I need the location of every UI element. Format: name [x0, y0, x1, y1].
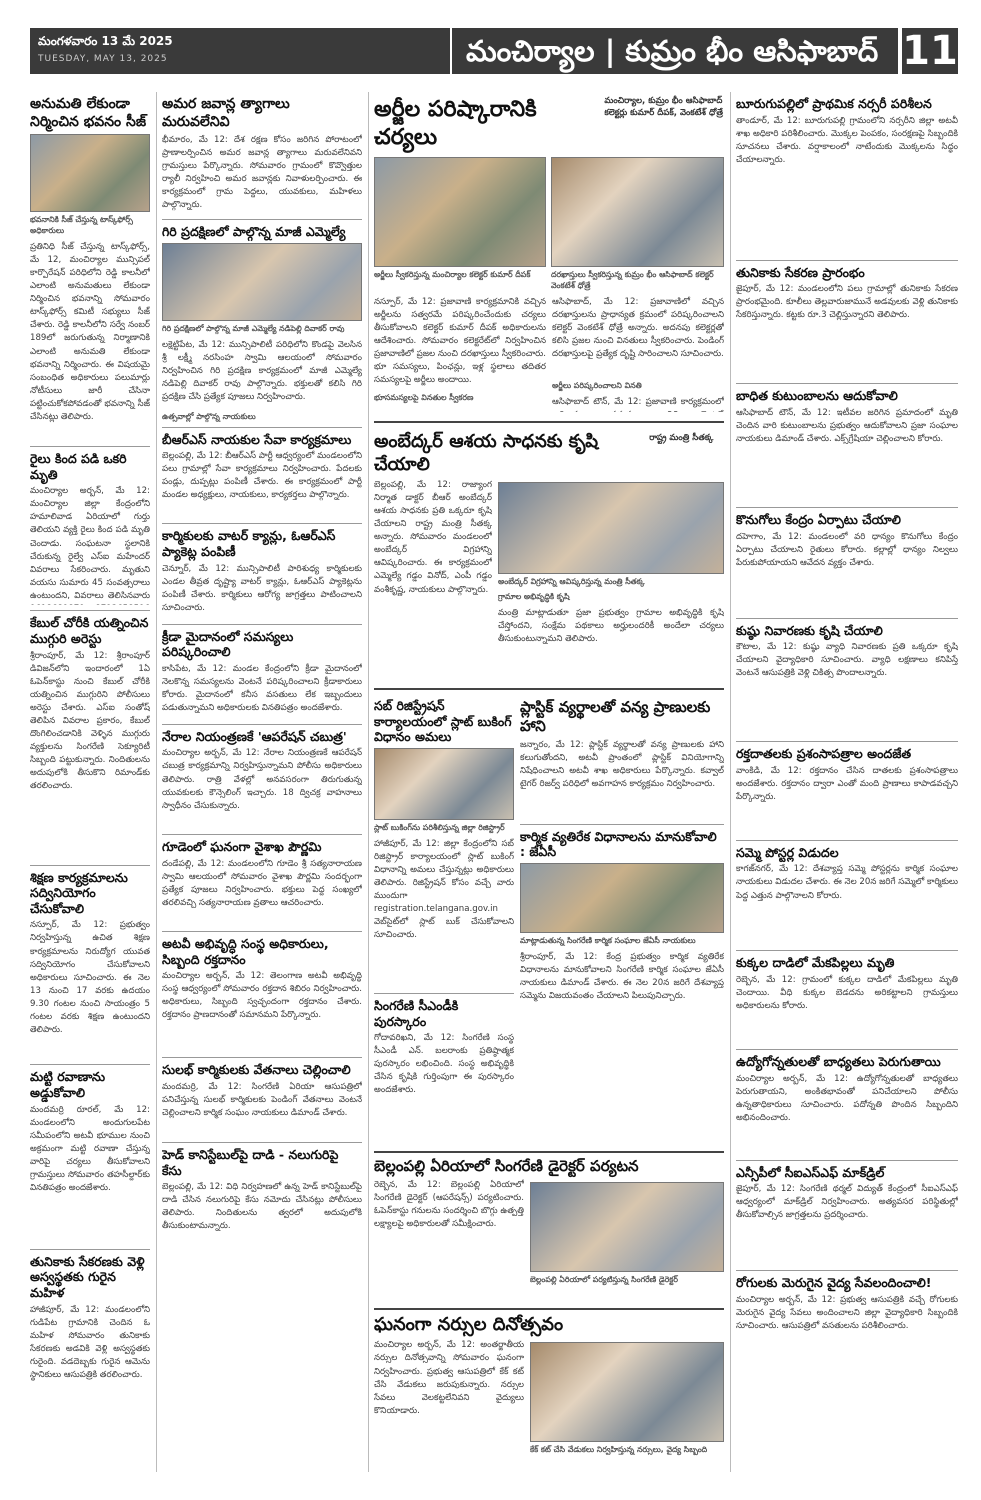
news-photo [520, 863, 724, 933]
article-body: జైపూర్, మే 12: సింగరేణి థర్మల్ విద్యుత్ కేంద్రంలో సీఐఎస్ఎఫ్ ఆధ్వర్యంలో మాక్‌డ్రిల్ నిర్వహించారు. అత్యవసర పరిస్థితుల్లో తీసుకోవాల్సిన జాగ్రత్తలను ప్రదర్శించారు. [736, 1184, 958, 1221]
photo-caption: అర్జీలు స్వీకరిస్తున్న మంచిర్యాల కలెక్టర్ కుమార్ దీపక్ [374, 270, 531, 279]
page-title: మంచిర్యాల | కుమ్రం భీం ఆసిఫాబాద్ [452, 28, 898, 74]
news-photo [551, 157, 724, 267]
headline: కార్మిక వ్యతిరేక విధానాలను మానుకోవాలి : జేఏసీ [520, 828, 717, 860]
article-body: కాగజ్‌నగర్, మే 12: దేశవ్యాప్త సమ్మె పోస్టర్లను కార్మిక సంఘాల నాయకులు విడుదల చేశారు. ఈ నెల 20న జరిగే సమ్మెలో కార్మికులు పెద్ద ఎత్తున పాల్గొనాలని కోరారు. [736, 864, 958, 901]
photo-caption: మాట్లాడుతున్న సింగరేణి కార్మిక సంఘాల జేఏసీ నాయకులు [520, 935, 696, 945]
byline-tag: రాష్ట్ర మంత్రి సీతక్క [649, 433, 714, 443]
article-body: కాసిపేట, మే 12: మండల కేంద్రంలోని క్రీడా మైదానంలో నెలకొన్న సమస్యలను వెంటనే పరిష్కరించాలని క్రీడాకారులు కోరారు. మైదానంలో కనీస వసతులు లేక ఇబ్బందులు పడుతున్నామని అధికారులకు వినతిపత్రం అందజేశారు. [162, 663, 362, 713]
headline: సులభ్ కార్మికులకు వేతనాలు చెల్లించాలి [162, 1062, 351, 1078]
article-body: కౌటాల, మే 12: కుష్ఠు వ్యాధి నివారణకు ప్రతి ఒక్కరూ కృషి చేయాలని వైద్యాధికారి సూచించారు. వ్యాధి లక్షణాలు కనిపిస్తే వెంటనే ఆసుపత్రికి వెళ్లి చికిత్స పొందాలన్నారు. [736, 642, 958, 679]
photo-caption: గిరి ప్రదక్షిణలో పాల్గొన్న మాజీ ఎమ్మెల్యే నడిపెల్లి దివాకర్ రావు [162, 323, 345, 333]
headline: శిక్షణ కార్యక్రమాలను సద్వినియోగం చేసుకోవాలి [30, 869, 128, 916]
headline: గిరి ప్రదక్షిణలో పాల్గొన్న మాజీ ఎమ్మెల్యే [162, 224, 346, 239]
article-body: రెబ్బెన, మే 12: బెల్లంపల్లి ఏరియాలో సింగరేణి డైరెక్టర్ (ఆపరేషన్స్) పర్యటించారు. ఓపెన్‌కాస్టు గనులను సందర్శించి బొగ్గు ఉత్పత్తి లక్ష్యాలపై అధికారులతో సమీక్షించారు. [374, 1179, 524, 1230]
article-body: మంచిర్యాల అర్బన్, మే 12: మంచిర్యాల జిల్లా కేంద్రంలోని హమాలివాడ ఏరియాలో గుర్తు తెలియని వ్యక్తి రైలు కింద పడి మృతి చెందాడు. సంఘటనా స్థలానికి చేరుకున్న రైల్వే ఎస్ఐ మహేందర్ వివరాలు సేకరించారు. మృతుని వయసు సుమారు 45 సంవత్సరాలు ఉంటుందని, వివరాలు తెలిసినవారు [30, 486, 150, 601]
headline: ఘనంగా నర్సుల దినోత్సవం [374, 1313, 564, 1335]
column-2 [162, 92, 362, 1472]
article-body: బెల్లంపల్లి, మే 12: విధి నిర్వహణలో ఉన్న హెడ్ కానిస్టేబుల్‌పై దాడి చేసిన నలుగురిపై కేసు నమోదు చేసినట్లు పోలీసులు తెలిపారు. నిందితులను త్వరలో అదుపులోకి తీసుకుంటామన్నారు. [162, 1182, 362, 1232]
article-body: తాండూర్, మే 12: బూరుగుపల్లి గ్రామంలోని నర్సరీని జిల్లా అటవీ శాఖ అధికారి పరిశీలించారు. మొక్కల పెంపకం, సంరక్షణపై సిబ్బందికి సూచనలు చేశారు. వర్షాకాలంలో నాటేందుకు మొక్కలను సిద్ధం చేయాలన్నారు. [736, 115, 958, 165]
article-body: నస్పూర్, మే 12: ప్రభుత్వం నిర్వహిస్తున్న ఉచిత శిక్షణ కార్యక్రమాలను నిరుద్యోగ యువత సద్వినియోగం చేసుకోవాలని అధికారులు సూచించారు. ఈ నెల 13 నుంచి 17 వరకు ఉదయం 9.30 గంటల నుంచి సాయంత్రం 5 గంటల వరకు శిక్షణ ఉంటుందని తెలిపారు. [30, 920, 150, 1035]
photo-caption: భవనానికి సీజ్ చేస్తున్న టాస్క్‌ఫోర్స్ అధికారులు [30, 215, 133, 235]
news-photo [530, 1182, 724, 1272]
headline: క్రీడా మైదానంలో సమస్యలు పరిష్కరించాలి [162, 628, 294, 660]
lead-headline: అర్జీల పరిష్కారానికి చర్యలు [374, 97, 537, 150]
headline: బెల్లంపల్లి ఏరియాలో సింగరేణి డైరెక్టర్ పర్యటన [374, 1157, 639, 1176]
article-body: ఆసిఫాబాద్ టౌన్, మే 12: ప్రజావాణి కార్యక్రమంలో [552, 397, 724, 407]
news-photo [498, 482, 724, 574]
photo-caption: బెల్లంపల్లి ఏరియాలో పర్యటిస్తున్న సింగరేణి డైరెక్టర్ [530, 1274, 679, 1284]
article-body: మందమర్రి రూరల్, మే 12: మండలంలోని అందుగులపేట సమీపంలోని అటవీ భూముల నుంచి అక్రమంగా మట్టి రవాణా చేస్తున్న వారిపై చర్యలు తీసుకోవాలని గ్రామస్తులు సోమవారం తహసీల్దార్‌కు వినతిపత్రం అందజేశారు. [30, 1104, 150, 1193]
headline: సమ్మె పోస్టర్ల విడుదల [736, 844, 839, 860]
headline: హెడ్ కానిస్టేబుల్‌పై దాడి - నలుగురిపై కేసు [162, 1146, 339, 1178]
headline: రక్తదాతలకు ప్రశంసాపత్రాల అందజేత [736, 746, 912, 762]
headline: కుక్కల దాడిలో మేకపిల్లలు మృతి [736, 955, 895, 971]
article-body: జన్నారం, మే 12: ప్లాస్టిక్ వ్యర్థాలతో వన్య ప్రాణులకు హాని కలుగుతోందని, అటవీ ప్రాంతంలో ప్లాస్టిక్ వినియోగాన్ని నిషేధించాలని అటవీ శాఖ అధికారులు పేర్కొన్నారు. కవ్వాల్ టైగర్ రిజర్వ్ పరిధిలో అవగాహన కార్యక్రమం నిర్వహించారు. [520, 739, 724, 789]
article-body: మంచిర్యాల అర్బన్, మే 12: నేరాల నియంత్రణకే ఆపరేషన్ చబుత్ర కార్యక్రమాన్ని నిర్వహిస్తున్నామని పోలీసు అధికారులు తెలిపారు. రాత్రి వేళల్లో అనవసరంగా తిరుగుతున్న యువకులకు కౌన్సెలింగ్ ఇచ్చారు. 18 ద్విచక్ర వాహనాలు స్వాధీనం చేసుకున్నారు. [162, 748, 362, 811]
photo-caption: కేక్ కట్ చేసి వేడుకలు నిర్వహిస్తున్న నర్సులు, వైద్య సిబ్బంది [530, 1445, 708, 1455]
headline: తునికాకు సేకరణ ప్రారంభం [736, 264, 865, 280]
article-body: దండేపల్లి, మే 12: మండలంలోని గూడెం శ్రీ సత్యనారాయణ స్వామి ఆలయంలో సోమవారం వైశాఖ పౌర్ణమి సందర్భంగా ప్రత్యేక పూజలు నిర్వహించారు. భక్తులు పెద్ద సంఖ్యలో తరలివచ్చి సత్యనారాయణ వ్రతాలు ఆచరించారు. [162, 859, 362, 909]
article-body: జైపూర్, మే 12: మండలంలోని పలు గ్రామాల్లో తునికాకు సేకరణ ప్రారంభమైంది. కూలీలు తెల్లవారుజామునే అడవులకు వెళ్లి తునికాకు సేకరిస్తున్నారు. కట్టకు రూ.3 చెల్లిస్తున్నారని తెలిపారు. [736, 284, 958, 321]
masthead-date: మంగళవారం 13 మే 2025 [38, 34, 173, 48]
photo-caption: స్లాట్ బుకింగ్‌ను పరిశీలిస్తున్న జిల్లా రిజిస్ట్రార్ [374, 822, 505, 832]
article-body: రెబ్బెన, మే 12: గ్రామంలో కుక్కల దాడిలో మేకపిల్లలు మృతి చెందాయి. వీధి కుక్కల బెడదను అరికట్టాలని గ్రామస్తులు అధికారులను కోరారు. [736, 975, 958, 1012]
headline: అంబేద్కర్ ఆశయ సాధనకు కృషి చేయాలి [374, 431, 599, 475]
headline: అనుమతి లేకుండా నిర్మించిన భవనం సీజ్ [30, 96, 147, 130]
article-body: భీమారం, మే 12: దేశ రక్షణ కోసం జరిగిన పోరాటంలో ప్రాణాలర్పించిన అమర జవాన్ల త్యాగాలు మరువలేనివని గ్రామస్తులు పేర్కొన్నారు. సోమవారం గ్రామంలో కొవ్వొత్తుల ర్యాలీ నిర్వహించి అమర జవాన్లకు నివాళులర్పించారు. ఈ కార్యక్రమంలో గ్రామ పెద్దలు, యువకులు, మహిళలు పాల్గొన్నారు. [162, 135, 362, 211]
article-body: హాజీపూర్, మే 12: జిల్లా కేంద్రంలోని సబ్ రిజిస్ట్రార్ కార్యాలయంలో స్లాట్ బుకింగ్ విధానాన్ని అమలు చేస్తున్నట్లు అధికారులు తెలిపారు. రిజిస్ట్రేషన్ కోసం వచ్చే వారు ముందుగా registration.telangana.gov.in వెబ్‌సైట్‌లో స్లాట్ బుక్ చేసుకోవాలని సూచించారు. [374, 838, 514, 941]
article-body: గోదావరిఖని, మే 12: సింగరేణి సంస్థ సీఎండీ ఎన్. బలరాంకు ప్రతిష్ఠాత్మక పురస్కారం లభించింది. సంస్థ అభివృద్ధికి చేసిన కృషికి గుర్తింపుగా ఈ పురస్కారం అందజేశారు. [374, 1033, 514, 1096]
article-body: మంచిర్యాల అర్బన్, మే 12: ఉద్యోగోన్నతులతో బాధ్యతలు పెరుగుతాయని, అంకితభావంతో పనిచేయాలని పోలీసు ఉన్నతాధికారులు సూచించారు. పదోన్నతి పొందిన సిబ్బందిని అభినందించారు. [736, 1073, 958, 1123]
article-body: మంచిర్యాల అర్బన్, మే 12: తెలంగాణ అటవీ అభివృద్ధి సంస్థ ఆధ్వర్యంలో సోమవారం రక్తదాన శిబిరం నిర్వహించారు. అధికారులు, సిబ్బంది స్వచ్ఛందంగా రక్తదానం చేశారు. రక్తదానం ప్రాణదానంతో సమానమని పేర్కొన్నారు. [162, 971, 362, 1021]
news-photo [374, 748, 514, 820]
news-photo [374, 157, 546, 267]
column-5 [736, 92, 958, 1472]
article-body: నస్పూర్, మే 12: ప్రజావాణి కార్యక్రమానికి వచ్చిన అర్జీలను సత్వరమే పరిష్కరించేందుకు చర్యలు తీసుకోవాలని కలెక్టర్ కుమార్ దీపక్ అధికారులను ఆదేశించారు. సోమవారం కలెక్టరేట్‌లో నిర్వహించిన ప్రజావాణిలో ప్రజల నుంచి దరఖాస్తులు స్వీకరించారు. భూ సమస్యలు, పింఛన్లు, ఇళ్ల స్థలాలు తదితర సమస్యలపై అర్జీలు అందాయి. [374, 297, 546, 386]
headline: సబ్ రిజిస్ట్రేషన్ కార్యాలయంలో స్లాట్ బుకింగ్ విధానం అమలు [374, 698, 512, 745]
article-body: వాంకిడి, మే 12: రక్తదానం చేసిన దాతలకు ప్రశంసాపత్రాలు అందజేశారు. రక్తదానం ద్వారా ఎంతో మంది ప్రాణాలు కాపాడవచ్చని పేర్కొన్నారు. [736, 765, 958, 802]
headline: గూడెంలో ఘనంగా వైశాఖ పౌర్ణమి [162, 839, 322, 855]
article-body: మంత్రి మాట్లాడుతూ ప్రజా ప్రభుత్వం గ్రామాల అభివృద్ధికి కృషి చేస్తోందని, సంక్షేమ పథకాలు అర్హులందరికీ అందేలా చర్యలు తీసుకుంటున్నామని తెలిపారు. [498, 608, 724, 645]
article-body: మందమర్రి, మే 12: సింగరేణి ఏరియా ఆసుపత్రిలో పనిచేస్తున్న సులభ్ కార్మికులకు పెండింగ్ వేతనాలు వెంటనే చెల్లించాలని కార్మిక సంఘం నాయకులు డిమాండ్ చేశారు. [162, 1081, 362, 1118]
article-body: లక్షెట్టిపేట, మే 12: మున్సిపాలిటీ పరిధిలోని కొండపై వెలసిన శ్రీ లక్ష్మీ నరసింహ స్వామి ఆలయంలో సోమవారం నిర్వహించిన గిరి ప్రదక్షిణ కార్యక్రమంలో మాజీ ఎమ్మెల్యే నడిపెల్లి దివాకర్ రావు పాల్గొన్నారు. భక్తులతో కలిసి గిరి ప్రదక్షిణ చేసి ప్రత్యేక పూజలు నిర్వహించారు. [162, 339, 362, 402]
headline: ఎన్సీపీలో సీఐఎస్ఎఫ్ మాక్‌డ్రిల్ [736, 1164, 885, 1180]
column-1 [30, 92, 150, 1472]
article-body: ప్రతినిధి సీజ్ చేస్తున్న టాస్క్‌ఫోర్స్, మే 12, మంచిర్యాల మున్సిపల్ కార్పొరేషన్ పరిధిలోని రెడ్డి కాలనీలో ఎలాంటి అనుమతులు లేకుండా నిర్మించిన భవనాన్ని సోమవారం టాస్క్‌ఫోర్స్ కమిటీ సభ్యులు సీజ్ చేశారు. రెడ్డి కాలనీలోని సర్వే నంబర్ 189లో జరుగుతున్న నిర్మాణానికి ఎలాంటి అనుమతి లేకుండా భవనాన్ని నిర్మించారు. ఈ విషయమై సంబంధిత అధికారులు పలుమార్లు నోటీసులు జారీ చేసినా పట్టించుకోకపోవడంతో భవనాన్ని సీజ్ చేసినట్లు తెలిపారు. [30, 242, 150, 422]
article-body: బెల్లంపల్లి, మే 12: రాజ్యాంగ నిర్మాత డాక్టర్ బీఆర్ అంబేద్కర్ ఆశయ సాధనకు ప్రతి ఒక్కరూ కృషి చేయాలని రాష్ట్ర మంత్రి సీతక్క అన్నారు. సోమవారం మండలంలో అంబేద్కర్ విగ్రహాన్ని ఆవిష్కరించారు. ఈ కార్యక్రమంలో ఎమ్మెల్యే గడ్డం వినోద్, ఎంపీ గడ్డం వంశీకృష్ణ, నాయకులు పాల్గొన్నారు. [374, 480, 492, 595]
headline: తునికాకు సేకరణకు వెళ్లి అస్వస్థతకు గురైన మహిళ [30, 1253, 145, 1300]
article-body: శ్రీరాంపూర్, మే 12: కేంద్ర ప్రభుత్వం కార్మిక వ్యతిరేక విధానాలను మానుకోవాలని సింగరేణి కార్మిక సంఘాల జేఏసీ నాయకులు డిమాండ్ చేశారు. ఈ నెల 20న జరిగే దేశవ్యాప్త సమ్మెను విజయవంతం చేయాలని పిలుపునిచ్చారు. [520, 951, 724, 1001]
subheading: ఉత్సవాల్లో పాల్గొన్న నాయకులు [162, 411, 256, 421]
headline: నేరాల నియంత్రణకే 'ఆపరేషన్ చబుత్ర' [162, 728, 347, 744]
article-body: మంచిర్యాల అర్బన్, మే 12: ప్రభుత్వ ఆసుపత్రికి వచ్చే రోగులకు మెరుగైన వైద్య సేవలు అందించాలని జిల్లా వైద్యాధికారి సిబ్బందికి సూచించారు. ఆసుపత్రిలో వసతులను పరిశీలించారు. [736, 1294, 958, 1331]
article-body: మంచిర్యాల అర్బన్, మే 12: అంతర్జాతీయ నర్సుల దినోత్సవాన్ని సోమవారం ఘనంగా నిర్వహించారు. ప్రభుత్వ ఆసుపత్రిలో కేక్ కట్ చేసి వేడుకలు జరుపుకున్నారు. నర్సుల సేవలు వెలకట్టలేనివని వైద్యులు కొనియాడారు. [374, 1340, 524, 1416]
photo-caption: అంబేద్కర్ విగ్రహాన్ని ఆవిష్కరిస్తున్న మంత్రి సీతక్క [498, 577, 645, 586]
headline: రైలు కింద పడి ఒకరి మృతి [30, 451, 127, 482]
news-photo [30, 134, 150, 212]
news-photo [530, 1342, 724, 1442]
headline: కార్మికులకు వాటర్ క్యాన్లు, ఓఆర్ఎస్ ప్యాకెట్ల పంపిణీ [162, 528, 336, 559]
headline: కొనుగోలు కేంద్రం ఏర్పాటు చేయాలి [736, 511, 901, 527]
headline: రోగులకు మెరుగైన వైద్య సేవలందించాలి! [736, 1275, 932, 1291]
headline: మట్టి రవాణాను అడ్డుకోవాలి [30, 1069, 106, 1100]
subheading: అర్జీలు పరిష్కరించాలని వినతి [552, 381, 642, 390]
article-body: చెన్నూర్, మే 12: మున్సిపాలిటీ పారిశుధ్య కార్మికులకు ఎండల తీవ్రత దృష్ట్యా వాటర్ క్యాన్లు, ఓఆర్ఎస్ ప్యాకెట్లను పంపిణీ చేశారు. కార్మికులు ఆరోగ్య జాగ్రత్తలు పాటించాలని సూచించారు. [162, 563, 362, 613]
page-number: 11 [902, 28, 958, 74]
news-photo [162, 243, 362, 321]
article-body: శ్రీరాంపూర్, మే 12: శ్రీరాంపూర్ డివిజన్‌లోని ఇందారంలో 1ఏ ఓపెన్‌కాస్టు నుంచి కేబుల్ చోరీకి యత్నించిన ముగ్గురిని పోలీసులు అరెస్టు చేశారు. ఎస్ఐ సంతోష్ తెలిపిన వివరాల ప్రకారం, కేబుల్ దొంగిలించడానికి వెళ్ళిన ముగ్గురు వ్యక్తులను సింగరేణి సెక్యూరిటీ సిబ్బంది పట్టుకున్నారు. నిందితులను అదుపులోకి తీసుకొని రిమాండ్‌కు తరలించారు. [30, 650, 150, 792]
headline: బాధిత కుటుంబాలను ఆదుకోవాలి [736, 388, 898, 404]
photo-caption: దరఖాస్తులు స్వీకరిస్తున్న కుమ్రం భీం ఆసిఫాబాద్ కలెక్టర్ వెంకటేశ్ ధోత్రే [551, 270, 714, 290]
article-body: దహెగాం, మే 12: మండలంలో వరి ధాన్యం కొనుగోలు కేంద్రం ఏర్పాటు చేయాలని రైతులు కోరారు. కల్లాల్లో ధాన్యం నిల్వలు పేరుకుపోయాయని ఆవేదన వ్యక్తం చేశారు. [736, 531, 958, 568]
byline-tag: మంచిర్యాల, కుమ్రం భీం ఆసిఫాబాద్ కలెక్టర్లు కుమార్ దీపక్, వెంకటేశ్ ధోత్రే [604, 96, 723, 118]
article-body: హాజీపూర్, మే 12: మండలంలోని గుడిపేట గ్రామానికి చెందిన ఓ మహిళ సోమవారం తునికాకు సేకరణకు అడవికి వెళ్లి అస్వస్థతకు గురైంది. వడదెబ్బకు గురైన ఆమెను స్థానికులు ఆసుపత్రికి తరలించారు. [30, 1304, 150, 1380]
headline: అమర జవాన్ల త్యాగాలు మరువలేనివి [162, 96, 290, 130]
column-center [374, 92, 724, 1472]
article-body: బెల్లంపల్లి, మే 12: బీఆర్ఎస్ పార్టీ ఆధ్వర్యంలో మండలంలోని పలు గ్రామాల్లో సేవా కార్యక్రమాలు నిర్వహించారు. పేదలకు పండ్లు, దుప్పట్లు పంపిణీ చేశారు. ఈ కార్యక్రమంలో పార్టీ మండల అధ్యక్షులు, నాయకులు, కార్యకర్తలు పాల్గొన్నారు. [162, 451, 362, 501]
masthead-day: TUESDAY, MAY 13, 2025 [38, 54, 168, 64]
headline: కుష్ఠు నివారణకు కృషి చేయాలి [736, 622, 883, 638]
article-body: ఆసిఫాబాద్, మే 12: ప్రజావాణిలో వచ్చిన దరఖాస్తులను ప్రాధాన్యత క్రమంలో పరిష్కరించాలని కలెక్టర్ వెంకటేశ్ ధోత్రే అన్నారు. అదనపు కలెక్టర్లతో కలిసి ప్రజల నుంచి వినతులు స్వీకరించారు. పెండింగ్ దరఖాస్తులపై ప్రత్యేక దృష్టి సారించాలని సూచించారు. [552, 297, 724, 360]
headline: కేబుల్ చోరీకి యత్నించిన ముగ్గురి అరెస్టు [30, 615, 149, 646]
headline: బూరుగుపల్లిలో ప్రాథమిక నర్సరీ పరిశీలన [736, 96, 932, 111]
article-body: ఆసిఫాబాద్ టౌన్, మే 12: ఇటీవల జరిగిన ప్రమాదంలో మృతి చెందిన వారి కుటుంబాలను ప్రభుత్వం ఆదుకోవాలని ప్రజా సంఘాల నాయకులు డిమాండ్ చేశారు. ఎక్స్‌గ్రేషియా చెల్లించాలని కోరారు. [736, 407, 958, 444]
subheading: గ్రామాల అభివృద్ధికి కృషి [498, 592, 570, 601]
headline: సింగరేణి సీఎండీకి పురస్కారం [374, 997, 459, 1029]
headline: ఉద్యోగోన్నతులతో బాధ్యతలు పెరుగుతాయి [736, 1054, 941, 1069]
headline: ప్లాస్టిక్ వ్యర్థాలతో వన్య ప్రాణులకు హాని [520, 698, 711, 735]
headline: బీఆర్ఎస్ నాయకుల సేవా కార్యక్రమాలు [162, 431, 352, 447]
subheading: భూసమస్యలపై వినతుల స్వీకరణ [374, 393, 474, 402]
headline: అటవీ అభివృద్ధి సంస్థ అధికారులు, సిబ్బంది రక్తదానం [162, 936, 329, 967]
